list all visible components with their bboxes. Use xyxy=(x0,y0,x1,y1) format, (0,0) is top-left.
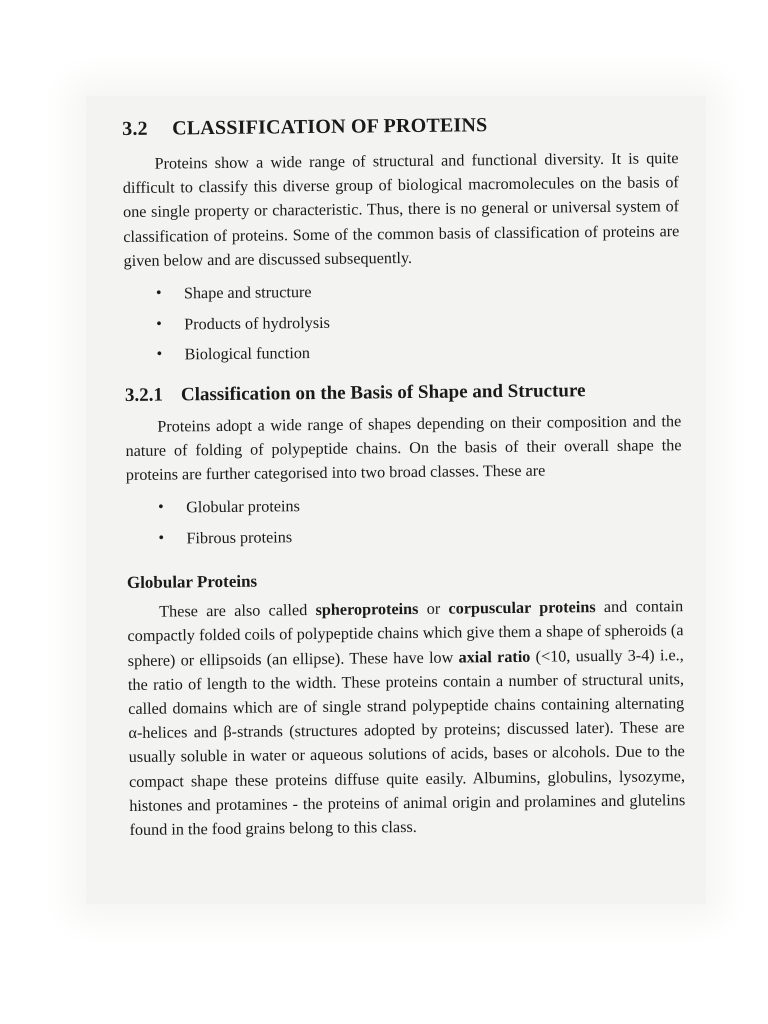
globular-proteins-paragraph xyxy=(127,594,686,842)
subsection-number: 3.2.1 xyxy=(124,384,164,406)
subsection-intro-paragraph: Proteins adopt a wide range of shapes depending on their composition and the nature of folding of polypeptide chains. On the basis of their overall shape the proteins are further categorised into two broad classes. These are xyxy=(125,411,682,484)
text-run: and contain compactly folded coils of polypeptide chains which give them a shape of spheroids (a sphere) or ellipsoids (an ellipse). These have low xyxy=(127,597,684,670)
subsection-title: Classification on the Basis of Shape and Structure xyxy=(180,379,586,405)
list-item: • Fibrous proteins xyxy=(126,518,682,554)
text-run: or xyxy=(418,599,449,619)
term-corpuscular-proteins: corpuscular proteins xyxy=(448,598,596,618)
classification-basis-list xyxy=(124,273,681,370)
subsection-heading xyxy=(125,375,681,411)
section-title: CLASSIFICATION OF PROTEINS xyxy=(172,114,488,140)
section-intro-paragraph: Proteins show a wide range of structural and functional diversity. It is quite difficult to classify this diverse group of biological macromolecules on the basis of one single property or characteristic. Thus, there is no general or universal system of classification of proteins. Some of the common basis of classification of proteins are given below and are discussed subsequently. xyxy=(122,149,680,270)
globular-proteins-heading: Globular Proteins xyxy=(126,571,258,593)
section-heading xyxy=(122,106,678,146)
list-item: • Products of hydrolysis xyxy=(124,304,680,340)
term-spheroproteins: spheroproteins xyxy=(315,600,419,620)
text-run: These are also called xyxy=(159,601,316,621)
term-axial-ratio: axial ratio xyxy=(458,647,531,667)
protein-classes-list xyxy=(126,487,683,554)
list-item: • Shape and structure xyxy=(124,273,680,309)
text-run: (<10, usually 3-4) i.e., the ratio of length to the width. These proteins contain a number of structural units, called domains which are of single strand polypeptide chains containing alternating α-helices and β-strands (structures adopted by proteins; discussed later). These are usually soluble in water or aqueous solutions of acids, bases or alcohols. Due to the compact shape these proteins diffuse quite easily. Albumins, globulins, lysozyme, histones and protamines - the proteins of animal origin and prolamines and glutelins found in the food grains belong to this class. xyxy=(127,645,686,839)
document-content xyxy=(122,106,686,842)
list-item: • Globular proteins xyxy=(126,487,682,523)
section-number: 3.2 xyxy=(122,117,148,140)
list-item: • Biological function xyxy=(124,334,680,370)
